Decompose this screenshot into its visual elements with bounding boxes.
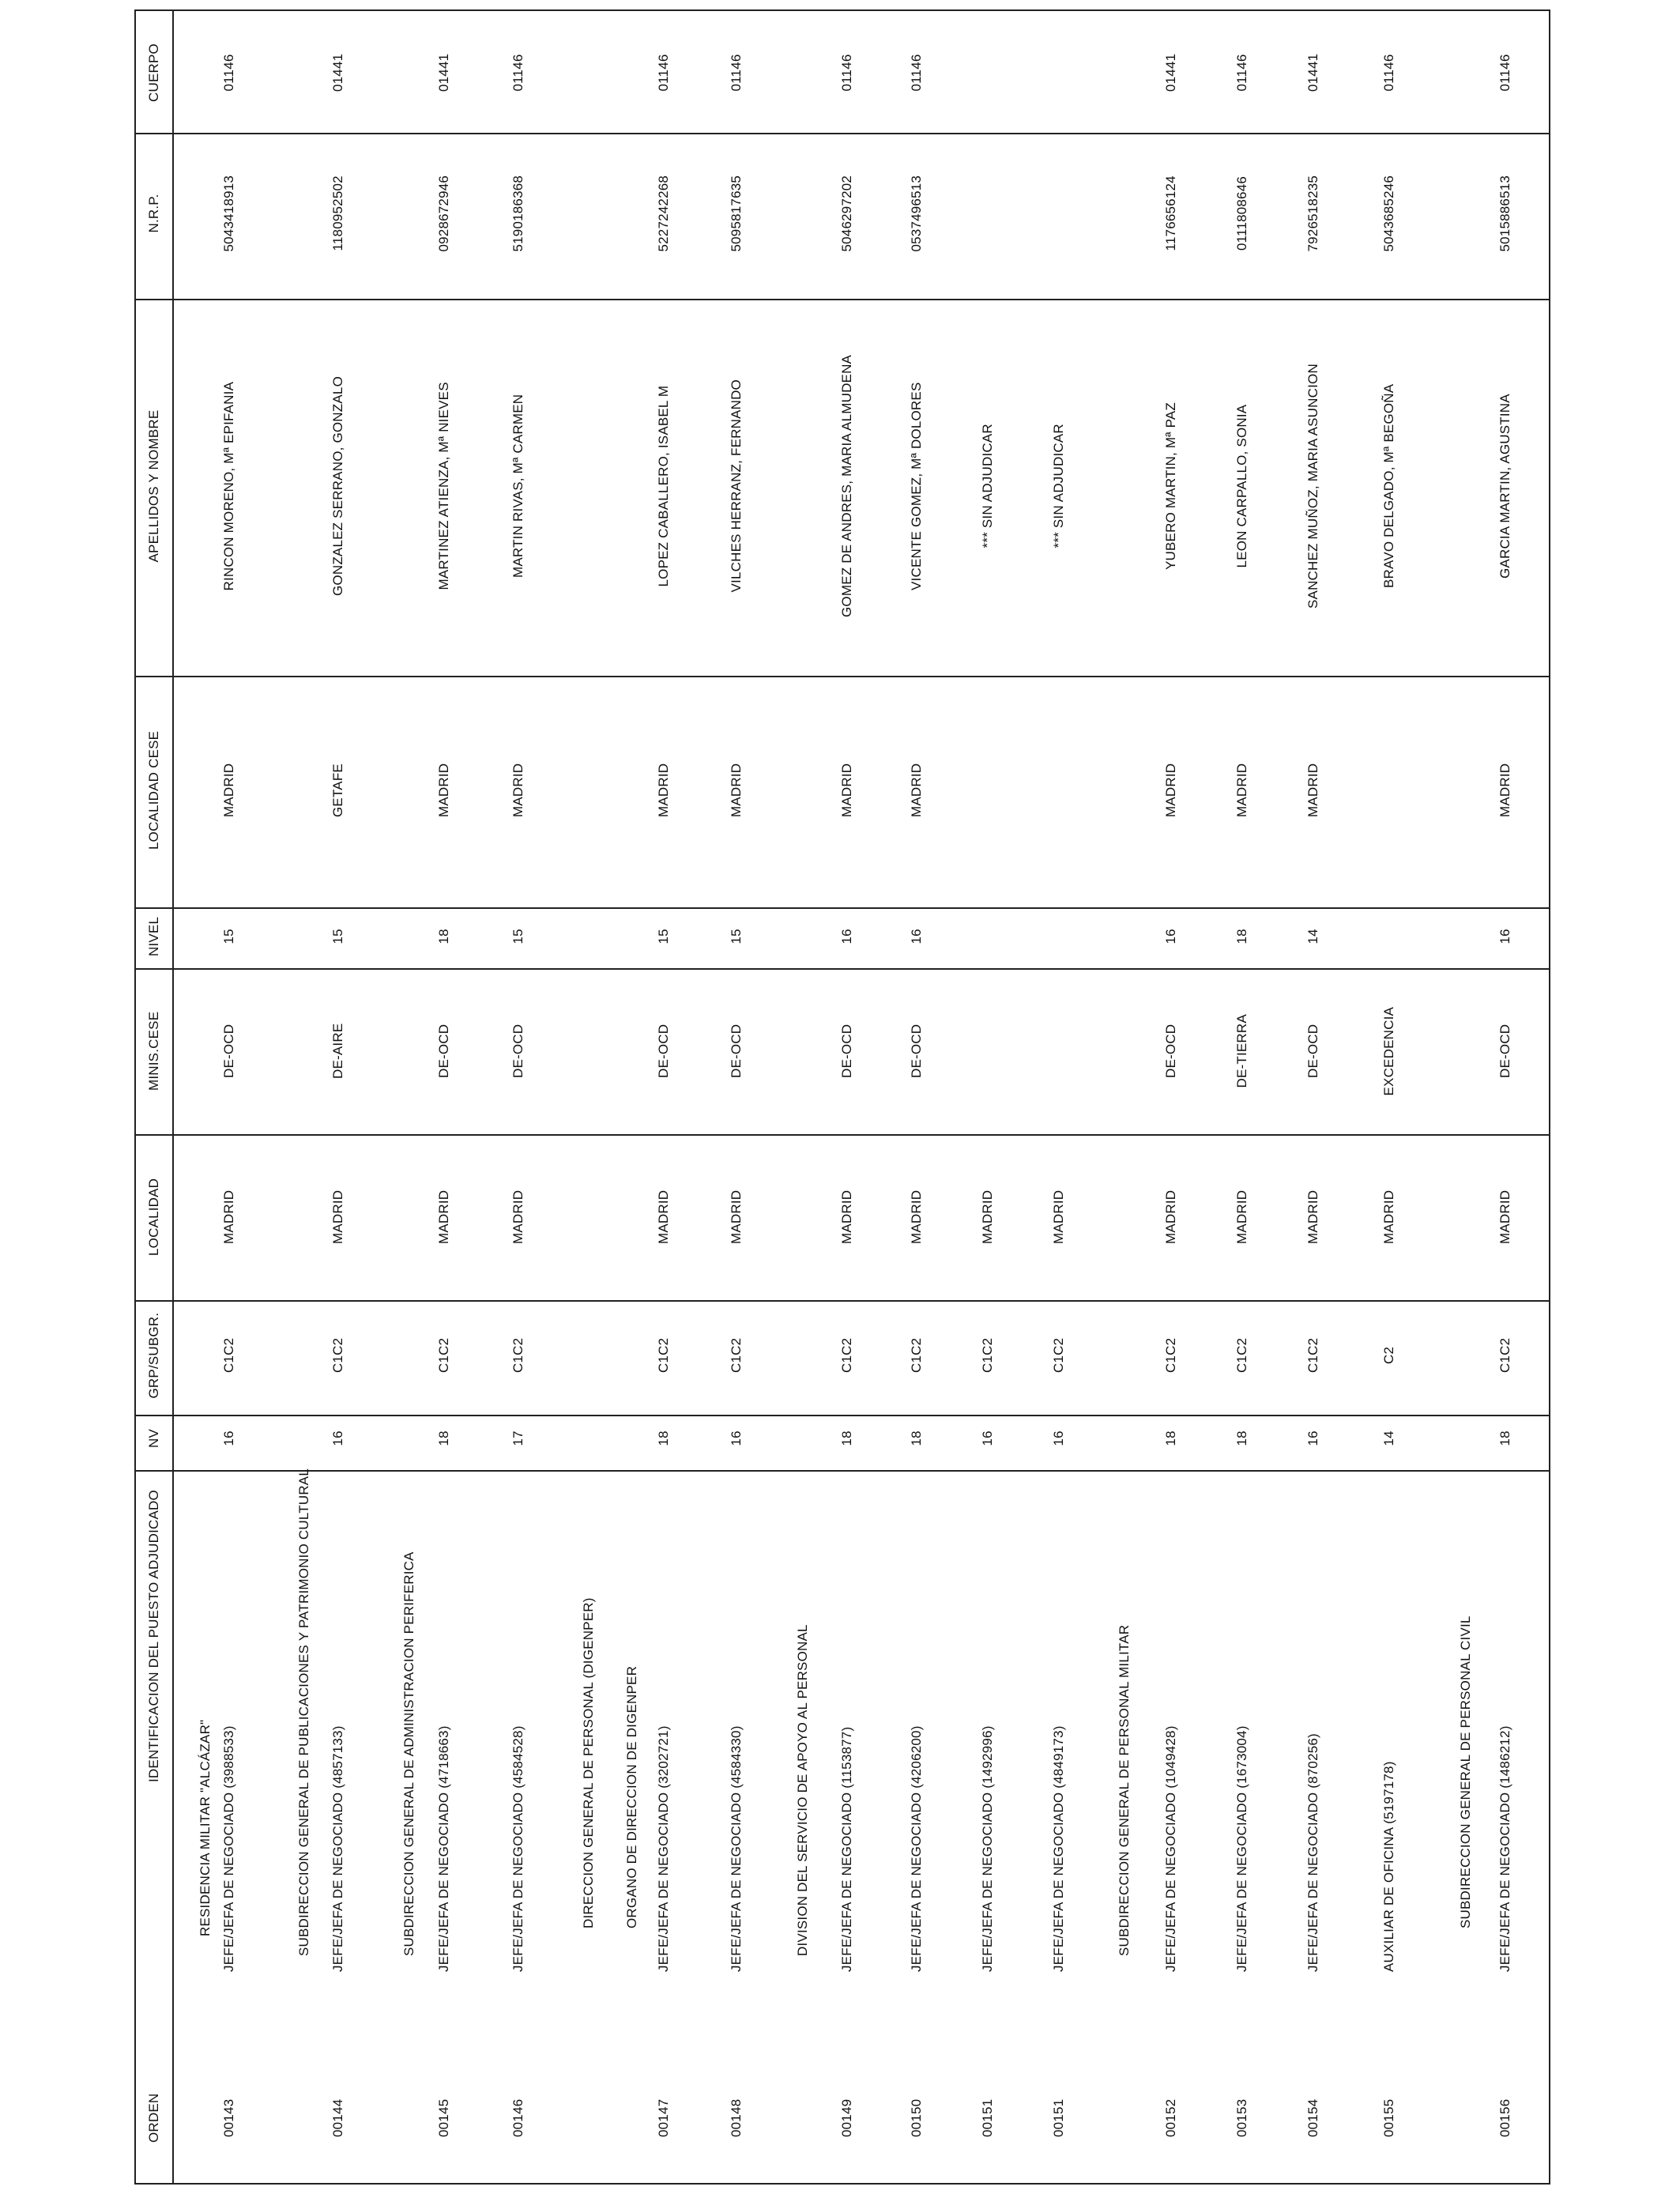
cell-localidad: MADRID: [729, 1189, 744, 1244]
header-cuerpo: CUERPO: [146, 43, 161, 102]
cell-apellidos: LOPEZ CABALLERO, ISABEL M: [656, 385, 671, 587]
cell-cuerpo: 01441: [1305, 53, 1320, 92]
cell-orden: 00144: [330, 2098, 345, 2137]
cell-localidad: MADRID: [1305, 1189, 1320, 1244]
cell-puesto: AUXILIAR DE OFICINA (5197178): [1381, 1761, 1396, 1972]
header-nv: NV: [146, 1428, 161, 1448]
cell-grp: C1C2: [1305, 1337, 1320, 1373]
cell-localidad-cese: MADRID: [909, 763, 924, 817]
cell-puesto: JEFE/JEFA DE NEGOCIADO (4206200): [909, 1725, 924, 1972]
cell-apellidos: VILCHES HERRANZ, FERNANDO: [729, 379, 744, 593]
cell-grp: C1C2: [1051, 1337, 1066, 1373]
cell-orden: 00150: [909, 2098, 924, 2137]
cell-orden: 00154: [1305, 2098, 1320, 2137]
cell-cuerpo: 01146: [656, 54, 671, 92]
cell-localidad: MADRID: [436, 1189, 451, 1244]
cell-minis: DE-OCD: [221, 1023, 236, 1078]
column-divider: [134, 1470, 1549, 1472]
cell-grp: C1C2: [436, 1337, 451, 1373]
cell-minis: DE-OCD: [1305, 1023, 1320, 1078]
column-divider: [134, 907, 1549, 909]
cell-nivel: 15: [729, 929, 744, 944]
cell-orden: 00151: [980, 2098, 995, 2137]
header-localidad: LOCALIDAD: [146, 1178, 161, 1256]
column-divider: [134, 968, 1549, 970]
cell-nivel: 16: [1163, 929, 1178, 944]
section-heading: DIVISION DEL SERVICIO DE APOYO AL PERSONAL: [795, 1624, 810, 1956]
column-divider: [134, 1134, 1549, 1136]
cell-nv: 18: [436, 1431, 451, 1446]
header-localidad-cese: LOCALIDAD CESE: [146, 730, 161, 850]
cell-cuerpo: 01441: [1163, 53, 1178, 92]
cell-nrp: 5190186368: [510, 175, 525, 252]
cell-cuerpo: 01146: [1497, 54, 1512, 92]
cell-cuerpo: 01146: [221, 54, 236, 92]
cell-localidad-cese: MADRID: [729, 763, 744, 817]
cell-nv: 14: [1381, 1431, 1396, 1446]
cell-cuerpo: 01146: [909, 54, 924, 92]
section-heading: SUBDIRECCION GENERAL DE PERSONAL MILITAR: [1117, 1624, 1132, 1956]
header-minis: MINIS.CESE: [146, 1011, 161, 1091]
cell-puesto: JEFE/JEFA DE NEGOCIADO (3202721): [656, 1725, 671, 1972]
cell-grp: C1C2: [839, 1337, 854, 1373]
cell-orden: 00147: [656, 2098, 671, 2137]
cell-cuerpo: 01146: [729, 54, 744, 92]
header-grp: GRP/SUBGR.: [146, 1312, 161, 1399]
cell-nivel: 16: [1497, 929, 1512, 944]
cell-localidad-cese: MADRID: [839, 763, 854, 817]
cell-apellidos: VICENTE GOMEZ, Mª DOLORES: [909, 382, 924, 590]
cell-puesto: JEFE/JEFA DE NEGOCIADO (1492996): [980, 1725, 995, 1972]
cell-grp: C1C2: [729, 1337, 744, 1373]
cell-nrp: 1180952502: [330, 175, 345, 251]
cell-localidad: MADRID: [980, 1189, 995, 1244]
cell-grp: C2: [1381, 1346, 1396, 1364]
cell-nv: 16: [330, 1431, 345, 1446]
cell-nv: 16: [1051, 1431, 1066, 1446]
cell-grp: C1C2: [221, 1337, 236, 1373]
cell-puesto: JEFE/JEFA DE NEGOCIADO (1673004): [1234, 1725, 1249, 1972]
header-nrp: N.R.P.: [146, 194, 161, 233]
cell-cuerpo: 01441: [330, 53, 345, 92]
cell-grp: C1C2: [510, 1337, 525, 1373]
cell-nivel: 15: [221, 929, 236, 944]
cell-puesto: JEFE/JEFA DE NEGOCIADO (3988533): [221, 1725, 236, 1972]
cell-localidad-cese: MADRID: [436, 763, 451, 817]
header-divider: [172, 9, 174, 2183]
header-apellidos: APELLIDOS Y NOMBRE: [146, 409, 161, 563]
cell-apellidos: *** SIN ADJUDICAR: [980, 424, 995, 548]
cell-cuerpo: 01146: [1234, 54, 1249, 92]
cell-grp: C1C2: [980, 1337, 995, 1373]
column-divider: [134, 133, 1549, 134]
cell-orden: 00143: [221, 2098, 236, 2137]
cell-orden: 00146: [510, 2098, 525, 2137]
cell-nivel: 15: [330, 929, 345, 944]
cell-grp: C1C2: [1497, 1337, 1512, 1373]
cell-apellidos: MARTIN RIVAS, Mª CARMEN: [510, 394, 525, 578]
cell-puesto: JEFE/JEFA DE NEGOCIADO (4857133): [330, 1725, 345, 1972]
cell-localidad: MADRID: [1381, 1189, 1396, 1244]
cell-nrp: 5095817635: [729, 175, 744, 252]
cell-minis: DE-OCD: [729, 1023, 744, 1078]
section-heading: ORGANO DE DIRECCION DE DIGENPER: [624, 1665, 639, 1928]
cell-nv: 16: [729, 1431, 744, 1446]
cell-puesto: JEFE/JEFA DE NEGOCIADO (870256): [1305, 1733, 1320, 1972]
cell-localidad-cese: MADRID: [1305, 763, 1320, 817]
cell-nrp: 5043685246: [1381, 175, 1396, 252]
cell-nv: 16: [221, 1431, 236, 1446]
header-puesto: IDENTIFICACION DEL PUESTO ADJUDICADO: [146, 1490, 161, 1782]
column-divider: [134, 676, 1549, 677]
cell-minis: DE-OCD: [1163, 1023, 1178, 1078]
cell-orden: 00156: [1497, 2098, 1512, 2137]
cell-puesto: JEFE/JEFA DE NEGOCIADO (1153877): [839, 1726, 854, 1972]
cell-grp: C1C2: [909, 1337, 924, 1373]
cell-nrp: 0537496513: [909, 175, 924, 252]
cell-minis: DE-AIRE: [330, 1023, 345, 1079]
cell-nrp: 5227242268: [656, 175, 671, 252]
cell-nivel: 16: [839, 929, 854, 944]
cell-nrp: 7926518235: [1305, 175, 1320, 252]
cell-orden: 00145: [436, 2098, 451, 2137]
cell-apellidos: LEON CARPALLO, SONIA: [1234, 404, 1249, 568]
header-orden: ORDEN: [146, 2093, 161, 2143]
cell-minis: DE-TIERRA: [1234, 1014, 1249, 1088]
cell-puesto: JEFE/JEFA DE NEGOCIADO (4849173): [1051, 1725, 1066, 1972]
cell-minis: DE-OCD: [656, 1023, 671, 1078]
cell-apellidos: RINCON MORENO, Mª EPIFANIA: [221, 381, 236, 591]
cell-nrp: 0111808646: [1234, 175, 1249, 251]
cell-nrp: 5043418913: [221, 175, 236, 252]
cell-minis: DE-OCD: [436, 1023, 451, 1078]
cell-nrp: 0928672946: [436, 175, 451, 252]
cell-orden: 00149: [839, 2098, 854, 2137]
cell-apellidos: BRAVO DELGADO, Mª BEGOÑA: [1381, 383, 1396, 588]
cell-grp: C1C2: [1163, 1337, 1178, 1373]
cell-puesto: JEFE/JEFA DE NEGOCIADO (4584528): [510, 1725, 525, 1972]
cell-puesto: JEFE/JEFA DE NEGOCIADO (1049428): [1163, 1725, 1178, 1972]
cell-apellidos: GONZALEZ SERRANO, GONZALO: [330, 376, 345, 596]
column-divider: [134, 1300, 1549, 1302]
header-nivel: NIVEL: [146, 916, 161, 956]
cell-localidad: MADRID: [1234, 1189, 1249, 1244]
cell-minis: DE-OCD: [1497, 1023, 1512, 1078]
cell-nv: 16: [980, 1431, 995, 1446]
cell-localidad-cese: MADRID: [1497, 763, 1512, 817]
cell-apellidos: GOMEZ DE ANDRES, MARIA ALMUDENA: [839, 354, 854, 617]
cell-orden: 00148: [729, 2098, 744, 2137]
cell-minis: DE-OCD: [510, 1023, 525, 1078]
section-heading: SUBDIRECCION GENERAL DE PUBLICACIONES Y PATRIMONIO CULTURAL: [296, 1468, 311, 1956]
section-heading: SUBDIRECCION GENERAL DE ADMINISTRACION PERIFERICA: [401, 1551, 416, 1956]
cell-orden: 00153: [1234, 2098, 1249, 2137]
cell-nv: 16: [1305, 1431, 1320, 1446]
cell-nv: 18: [656, 1431, 671, 1446]
cell-minis: DE-OCD: [909, 1023, 924, 1078]
cell-orden: 00152: [1163, 2098, 1178, 2137]
cell-orden: 00155: [1381, 2098, 1396, 2137]
cell-nv: 17: [510, 1431, 525, 1446]
cell-grp: C1C2: [1234, 1337, 1249, 1373]
cell-apellidos: GARCIA MARTIN, AGUSTINA: [1497, 394, 1512, 579]
cell-localidad-cese: MADRID: [656, 763, 671, 817]
cell-apellidos: YUBERO MARTIN, Mª PAZ: [1163, 402, 1178, 570]
cell-cuerpo: 01441: [436, 53, 451, 92]
cell-localidad: MADRID: [221, 1189, 236, 1244]
cell-cuerpo: 01146: [1381, 54, 1396, 92]
cell-localidad-cese: MADRID: [1234, 763, 1249, 817]
cell-minis: DE-OCD: [839, 1023, 854, 1078]
cell-apellidos: *** SIN ADJUDICAR: [1051, 424, 1066, 548]
cell-grp: C1C2: [330, 1337, 345, 1373]
cell-nrp: 5046297202: [839, 175, 854, 252]
cell-nivel: 14: [1305, 929, 1320, 944]
section-heading: DIRECCION GENERAL DE PERSONAL (DIGENPER): [581, 1597, 596, 1928]
cell-nivel: 15: [656, 929, 671, 944]
cell-localidad-cese: MADRID: [221, 763, 236, 817]
cell-localidad-cese: MADRID: [1163, 763, 1178, 817]
cell-grp: C1C2: [656, 1337, 671, 1373]
cell-cuerpo: 01146: [510, 54, 525, 92]
cell-puesto: JEFE/JEFA DE NEGOCIADO (4584330): [729, 1725, 744, 1972]
cell-apellidos: MARTINEZ ATIENZA, Mª NIEVES: [436, 382, 451, 590]
cell-puesto: JEFE/JEFA DE NEGOCIADO (1486212): [1497, 1725, 1512, 1972]
column-divider: [134, 1415, 1549, 1416]
cell-localidad: MADRID: [1051, 1189, 1066, 1244]
cell-localidad: MADRID: [330, 1189, 345, 1244]
cell-localidad-cese: GETAFE: [330, 763, 345, 817]
cell-nivel: 18: [1234, 929, 1249, 944]
cell-nv: 18: [1234, 1431, 1249, 1446]
column-divider: [134, 299, 1549, 300]
cell-nv: 18: [909, 1431, 924, 1446]
cell-nv: 18: [1163, 1431, 1178, 1446]
cell-nv: 18: [839, 1431, 854, 1446]
cell-localidad: MADRID: [510, 1189, 525, 1244]
cell-nv: 18: [1497, 1431, 1512, 1446]
cell-puesto: JEFE/JEFA DE NEGOCIADO (4718663): [436, 1725, 451, 1972]
section-heading: RESIDENCIA MILITAR "ALCÁZAR": [198, 1719, 213, 1936]
cell-cuerpo: 01146: [839, 54, 854, 92]
cell-localidad: MADRID: [1163, 1189, 1178, 1244]
cell-localidad: MADRID: [839, 1189, 854, 1244]
cell-localidad: MADRID: [909, 1189, 924, 1244]
cell-nivel: 15: [510, 929, 525, 944]
cell-nrp: 1176656124: [1163, 175, 1178, 251]
cell-nrp: 5015886513: [1497, 175, 1512, 252]
cell-localidad: MADRID: [656, 1189, 671, 1244]
cell-nivel: 18: [436, 929, 451, 944]
cell-localidad-cese: MADRID: [510, 763, 525, 817]
cell-nivel: 16: [909, 929, 924, 944]
section-heading: SUBDIRECCION GENERAL DE PERSONAL CIVIL: [1458, 1615, 1473, 1928]
cell-minis: EXCEDENCIA: [1381, 1006, 1396, 1096]
cell-apellidos: SANCHEZ MUÑOZ, MARIA ASUNCION: [1305, 364, 1320, 609]
cell-localidad: MADRID: [1497, 1189, 1512, 1244]
cell-orden: 00151: [1051, 2098, 1066, 2137]
